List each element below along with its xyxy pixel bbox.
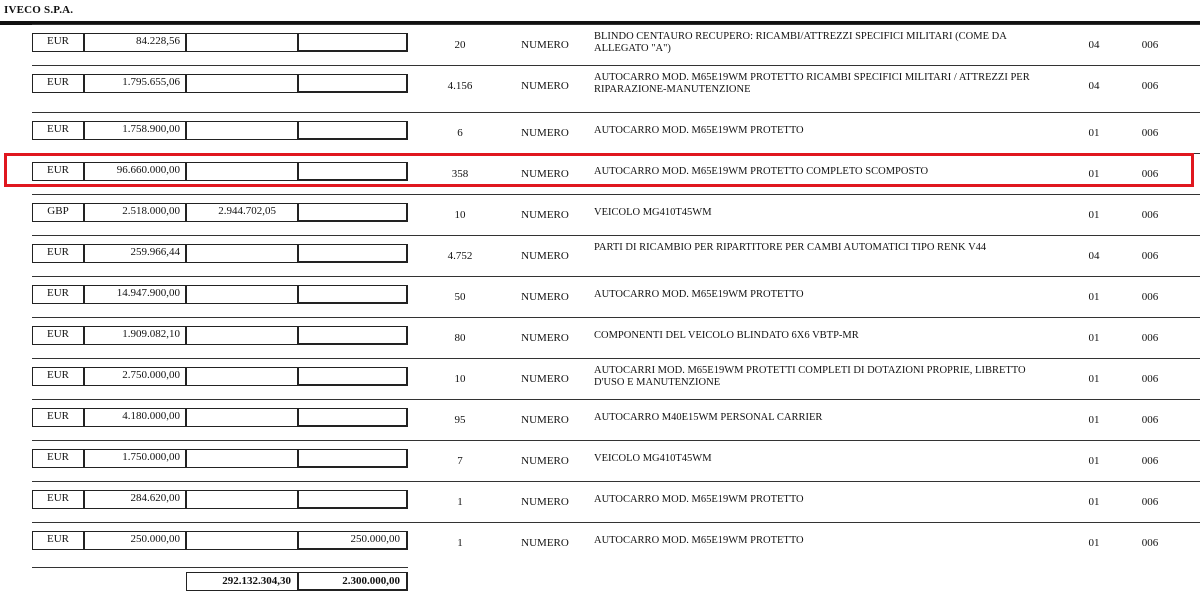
description-cell: AUTOCARRO MOD. M65E19WM PROTETTO RICAMBI SPECIFICI MILITARI / ATTREZZI PER RIPARAZIONE-MANUTENZIONE: [594, 72, 1030, 95]
category-cell: 01: [1088, 209, 1100, 221]
company-name: IVECO S.P.A.: [4, 4, 74, 16]
col3-cell: [186, 326, 276, 345]
description-cell: VEICOLO MG410T45WM: [594, 207, 712, 218]
amount-cell: 1.758.900,00: [122, 123, 180, 135]
col4-cell: [298, 490, 400, 509]
col4-cell: [298, 326, 400, 345]
col3-cell: [186, 33, 276, 52]
table-row: [0, 358, 1200, 394]
col4-cell: [298, 203, 400, 222]
unit-cell: NUMERO: [521, 80, 569, 92]
code-cell: 006: [1141, 291, 1159, 303]
col3-cell: [186, 408, 276, 427]
row-separator: [32, 194, 1200, 195]
quantity-cell: 1: [457, 537, 463, 549]
amount-cell: 14.947.900,00: [116, 287, 180, 299]
currency-cell: GBP: [47, 205, 69, 217]
description-cell: PARTI DI RICAMBIO PER RIPARTITORE PER CAMBI AUTOMATICI TIPO RENK V44: [594, 242, 987, 253]
description-cell: COMPONENTI DEL VEICOLO BLINDATO 6X6 VBTP-MR: [594, 330, 859, 341]
col4-cell: [298, 74, 400, 93]
code-cell: 006: [1141, 39, 1159, 51]
description-cell: VEICOLO MG410T45WM: [594, 453, 712, 464]
currency-cell: EUR: [47, 164, 69, 176]
total-col3: 292.132.304,30: [186, 572, 298, 591]
totals-separator: [32, 567, 408, 568]
row-separator: [32, 65, 1200, 66]
highlight-box: [4, 153, 1194, 187]
description-cell: AUTOCARRO MOD. M65E19WM PROTETTO COMPLETO SCOMPOSTO: [594, 166, 929, 177]
quantity-cell: 6: [457, 127, 463, 139]
code-cell: 006: [1141, 537, 1159, 549]
unit-cell: NUMERO: [521, 39, 569, 51]
col3-cell: [186, 367, 276, 386]
currency-cell: EUR: [47, 328, 69, 340]
row-separator: [32, 440, 1200, 441]
amount-cell: 1.795.655,06: [122, 76, 180, 88]
code-cell: 006: [1141, 250, 1159, 262]
code-cell: 006: [1141, 209, 1159, 221]
category-cell: 04: [1088, 80, 1100, 92]
code-cell: 006: [1141, 455, 1159, 467]
row-separator: [32, 399, 1200, 400]
unit-cell: NUMERO: [521, 455, 569, 467]
quantity-cell: 50: [454, 291, 466, 303]
description-cell: AUTOCARRO MOD. M65E19WM PROTETTO: [594, 494, 804, 505]
unit-cell: NUMERO: [521, 291, 569, 303]
table-row: [0, 399, 1200, 435]
row-separator: [32, 276, 1200, 277]
col4-cell: [298, 285, 400, 304]
unit-cell: NUMERO: [521, 127, 569, 139]
row-separator: [32, 235, 1200, 236]
quantity-cell: 10: [454, 373, 466, 385]
description-cell: AUTOCARRI MOD. M65E19WM PROTETTI COMPLETI DI DOTAZIONI PROPRIE, LIBRETTO D'USO E MANUTENZIONE: [594, 365, 1026, 388]
total-col4: 2.300.000,00: [298, 572, 408, 591]
category-cell: 01: [1088, 127, 1100, 139]
code-cell: 006: [1141, 414, 1159, 426]
currency-cell: EUR: [47, 246, 69, 258]
amount-cell: 284.620,00: [130, 492, 180, 504]
category-cell: 04: [1088, 39, 1100, 51]
code-cell: 006: [1141, 80, 1159, 92]
currency-cell: EUR: [47, 451, 69, 463]
code-cell: 006: [1141, 168, 1159, 180]
amount-cell: 250.000,00: [130, 533, 180, 545]
code-cell: 006: [1141, 496, 1159, 508]
category-cell: 01: [1088, 455, 1100, 467]
col3-cell: [186, 244, 276, 263]
col3-cell: 2.944.702,05: [218, 205, 276, 217]
code-cell: 006: [1141, 332, 1159, 344]
currency-cell: EUR: [47, 492, 69, 504]
col3-cell: [186, 490, 276, 509]
table-row: [0, 276, 1200, 312]
quantity-cell: 4.156: [447, 80, 473, 92]
unit-cell: NUMERO: [521, 168, 569, 180]
category-cell: 01: [1088, 291, 1100, 303]
table-row: [0, 65, 1200, 101]
col3-cell: [186, 285, 276, 304]
col4-cell: [298, 244, 400, 263]
quantity-cell: 1: [457, 496, 463, 508]
row-separator: [32, 481, 1200, 482]
amount-cell: 84.228,56: [136, 35, 180, 47]
currency-cell: EUR: [47, 410, 69, 422]
category-cell: 01: [1088, 168, 1100, 180]
unit-cell: NUMERO: [521, 373, 569, 385]
unit-cell: NUMERO: [521, 414, 569, 426]
totals-row: [0, 567, 1200, 597]
amount-cell: 1.909.082,10: [122, 328, 180, 340]
amount-cell: 2.750.000,00: [122, 369, 180, 381]
currency-cell: EUR: [47, 369, 69, 381]
category-cell: 01: [1088, 537, 1100, 549]
unit-cell: NUMERO: [521, 332, 569, 344]
row-separator: [32, 358, 1200, 359]
table-row: [0, 235, 1200, 271]
description-cell: AUTOCARRO MOD. M65E19WM PROTETTO: [594, 289, 804, 300]
description-cell: AUTOCARRO M40E15WM PERSONAL CARRIER: [594, 412, 823, 423]
currency-cell: EUR: [47, 76, 69, 88]
amount-cell: 2.518.000,00: [122, 205, 180, 217]
currency-cell: EUR: [47, 287, 69, 299]
col3-cell: [186, 74, 276, 93]
quantity-cell: 7: [457, 455, 463, 467]
table-row: [0, 440, 1200, 476]
col3-cell: [186, 449, 276, 468]
unit-cell: NUMERO: [521, 496, 569, 508]
currency-cell: EUR: [47, 35, 69, 47]
col3-cell: [186, 121, 276, 140]
row-separator: [32, 24, 1200, 25]
category-cell: 01: [1088, 373, 1100, 385]
amount-cell: 259.966,44: [130, 246, 180, 258]
code-cell: 006: [1141, 373, 1159, 385]
col4-cell: [298, 449, 400, 468]
col4-cell: [298, 121, 400, 140]
col3-cell: [186, 531, 276, 550]
table-row: [0, 481, 1200, 517]
category-cell: 01: [1088, 414, 1100, 426]
amount-cell: 4.180.000,00: [122, 410, 180, 422]
quantity-cell: 95: [454, 414, 466, 426]
amount-cell: 96.660.000,00: [116, 164, 180, 176]
quantity-cell: 358: [451, 168, 469, 180]
row-separator: [32, 112, 1200, 113]
col4-cell: 250.000,00: [350, 533, 400, 545]
code-cell: 006: [1141, 127, 1159, 139]
quantity-cell: 80: [454, 332, 466, 344]
quantity-cell: 10: [454, 209, 466, 221]
col4-cell: [298, 408, 400, 427]
currency-cell: EUR: [47, 533, 69, 545]
description-cell: AUTOCARRO MOD. M65E19WM PROTETTO: [594, 535, 804, 546]
description-cell: BLINDO CENTAURO RECUPERO: RICAMBI/ATTREZZI SPECIFICI MILITARI (COME DA ALLEGATO "A"): [594, 31, 1007, 54]
category-cell: 04: [1088, 250, 1100, 262]
currency-cell: EUR: [47, 123, 69, 135]
category-cell: 01: [1088, 496, 1100, 508]
row-separator: [32, 522, 1200, 523]
table-row: [0, 24, 1200, 60]
table-row: [0, 112, 1200, 148]
table-row: [0, 317, 1200, 353]
table-row: [0, 194, 1200, 230]
row-separator: [32, 317, 1200, 318]
quantity-cell: 20: [454, 39, 466, 51]
description-cell: AUTOCARRO MOD. M65E19WM PROTETTO: [594, 125, 804, 136]
category-cell: 01: [1088, 332, 1100, 344]
quantity-cell: 4.752: [447, 250, 473, 262]
unit-cell: NUMERO: [521, 209, 569, 221]
amount-cell: 1.750.000,00: [122, 451, 180, 463]
col4-cell: [298, 367, 400, 386]
unit-cell: NUMERO: [521, 537, 569, 549]
col4-cell: [298, 33, 400, 52]
unit-cell: NUMERO: [521, 250, 569, 262]
table-row: [0, 522, 1200, 558]
